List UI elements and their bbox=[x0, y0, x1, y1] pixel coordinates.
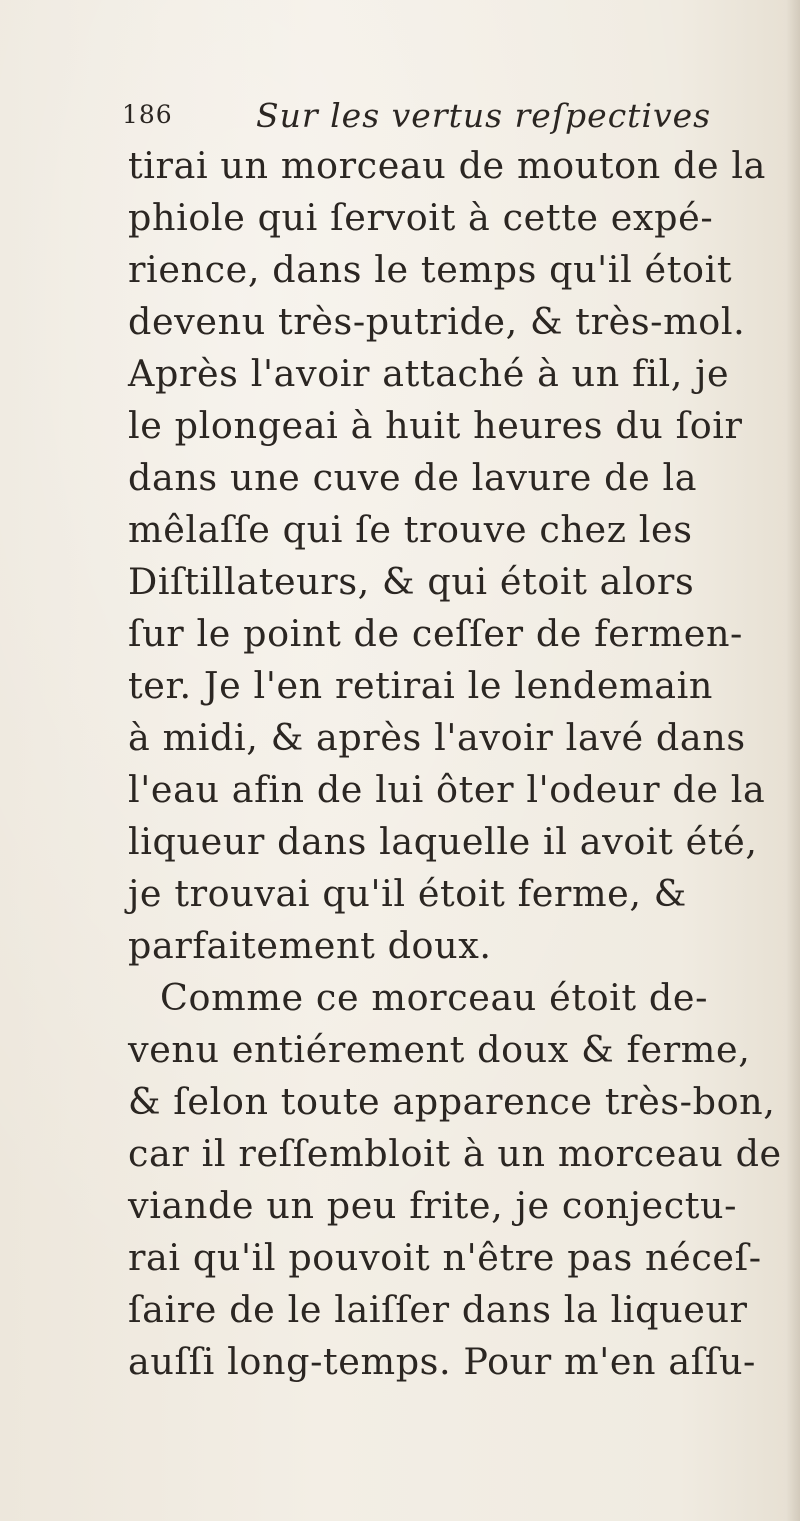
text-line: rai qu'il pouvoit n'être pas néceſ- bbox=[128, 1236, 762, 1279]
running-header bbox=[122, 96, 742, 136]
text-line: l'eau afin de lui ôter l'odeur de la bbox=[128, 768, 766, 811]
text-line: ſur le point de ceſſer de fermen- bbox=[128, 612, 743, 655]
text-line: je trouvai qu'il étoit ferme, & bbox=[128, 872, 687, 915]
text-line: tirai un morceau de mouton de la bbox=[128, 144, 767, 187]
text-line: venu entiérement doux & ferme, bbox=[128, 1028, 751, 1071]
paragraph-start-line: Comme ce morceau étoit de- bbox=[160, 976, 709, 1019]
text-line: phiole qui ſervoit à cette expé- bbox=[128, 196, 714, 239]
text-line: dans une cuve de lavure de la bbox=[128, 456, 698, 499]
page-number: 186 bbox=[122, 100, 173, 129]
text-line: le plongeai à huit heures du ſoir bbox=[128, 404, 743, 447]
text-line: Après l'avoir attaché à un fil, je bbox=[128, 352, 730, 395]
text-line: viande un peu frite, je conjectu- bbox=[128, 1184, 738, 1227]
text-line: mêlaſſe qui ſe trouve chez les bbox=[128, 508, 693, 551]
text-line: devenu très-putride, & très-mol. bbox=[128, 300, 746, 343]
text-line: auſſi long-temps. Pour m'en aſſu- bbox=[128, 1340, 756, 1383]
text-line: parfaitement doux. bbox=[128, 924, 492, 967]
running-title: Sur les vertus reſpectives bbox=[256, 96, 712, 135]
text-line: à midi, & après l'avoir lavé dans bbox=[128, 716, 746, 759]
text-line: car il reſſembloit à un morceau de bbox=[128, 1132, 782, 1175]
text-line: & ſelon toute apparence très-bon, bbox=[128, 1080, 776, 1123]
page-edge-shadow bbox=[786, 0, 800, 1521]
text-line: liqueur dans laquelle il avoit été, bbox=[128, 820, 758, 863]
body-text bbox=[128, 140, 782, 1388]
text-line: Diſtillateurs, & qui étoit alors bbox=[128, 560, 695, 603]
text-line: rience, dans le temps qu'il étoit bbox=[128, 248, 733, 291]
text-line: ſaire de le laiſſer dans la liqueur bbox=[128, 1288, 748, 1331]
text-line: ter. Je l'en retirai le lendemain bbox=[128, 664, 714, 707]
